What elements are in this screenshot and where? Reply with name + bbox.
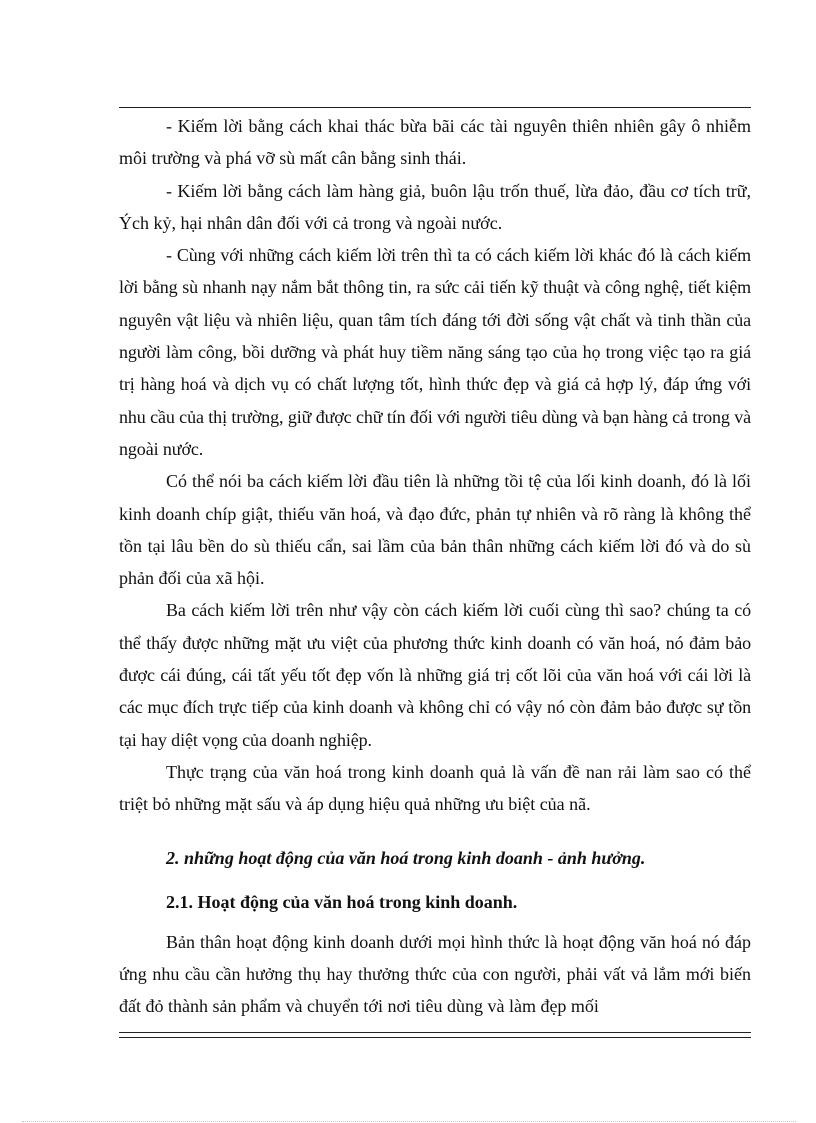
paragraph-4: Có thể nói ba cách kiếm lời đầu tiên là những tồi tệ của lối kinh doanh, đó là lối kinh doanh chíp giật, thiếu văn hoá, và đạo đức, phản tự nhiên và rõ ràng là không thể tồn tại lâu bền do sù thiếu cẩn, sai lầm của bản thân những cách kiếm lời đó và do sù phản đối của xã hội. xyxy=(119,471,751,589)
header-rule xyxy=(119,107,751,108)
section-heading: 2. những hoạt động của văn hoá trong kinh doanh - ảnh hưởng. xyxy=(166,847,646,868)
footer-rule xyxy=(119,1032,751,1038)
page-edge xyxy=(22,1121,796,1122)
paragraph-6: Thực trạng của văn hoá trong kinh doanh quả là vấn đề nan rải làm sao có thể triệt bỏ những mặt sấu và áp dụng hiệu quả những ưu biệt của nã. xyxy=(119,761,751,815)
closing-paragraph: Bản thân hoạt động kinh doanh dưới mọi hình thức là hoạt động văn hoá nó đáp ứng nhu cầu cần hưởng thụ hay thưởng thức của con người, phải vất vả lắm mới biến đất đỏ thành sản phẩm và chuyển tới nơi tiêu dùng và làm đẹp mối xyxy=(119,931,751,1017)
subsection-heading: 2.1. Hoạt động của văn hoá trong kinh doanh. xyxy=(166,891,518,912)
document-body xyxy=(119,110,751,1022)
paragraph-5: Ba cách kiếm lời trên như vậy còn cách kiếm lời cuối cùng thì sao? chúng ta có thể thấy được những mặt ưu việt của phương thức kinh doanh có văn hoá, nó đảm bảo được cái đúng, cái tất yếu tốt đẹp vốn là những giá trị cốt lõi của văn hoá với cái lời là các mục đích trực tiếp của kinh doanh và không chỉ có vậy nó còn đảm bảo được sự tồn tại hay diệt vọng của doanh nghiệp. xyxy=(119,600,751,750)
paragraph-1: - Kiếm lời bằng cách khai thác bừa bãi các tài nguyên thiên nhiên gây ô nhiễm môi trường và phá vỡ sù mất cân bằng sinh thái. xyxy=(119,116,751,169)
paragraph-3: - Cùng với những cách kiếm lời trên thì ta có cách kiếm lời khác đó là cách kiếm lời bằng sù nhanh nạy nắm bắt thông tin, ra sức cải tiến kỹ thuật và công nghệ, tiết kiệm nguyên vật liệu và nhiên liệu, quan tâm tích đáng tới đời sống vật chất và tinh thần của người làm công, bồi dưỡng và phát huy tiềm năng sáng tạo của họ trong việc tạo ra giá trị hàng hoá và dịch vụ có chất lượng tốt, hình thức đẹp và giá cả hợp lý, đáp ứng với nhu cầu của thị trường, giữ được chữ tín đối với người tiêu dùng và bạn hàng cả trong và ngoài nước. xyxy=(119,245,751,459)
paragraph-2: - Kiếm lời bằng cách làm hàng giả, buôn lậu trốn thuế, lừa đảo, đầu cơ tích trữ, Ých kỷ, hại nhân dân đối với cả trong và ngoài nước. xyxy=(119,180,751,233)
